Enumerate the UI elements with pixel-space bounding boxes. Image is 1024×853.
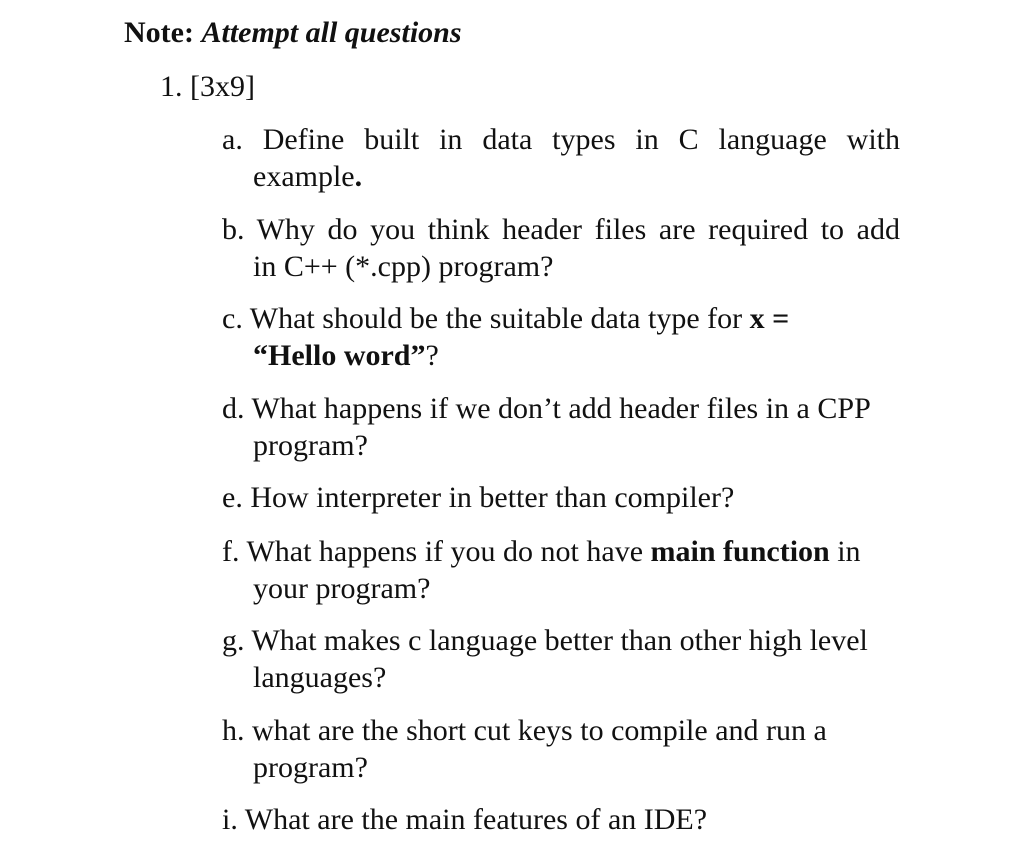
item-c-line-2-bold: “Hello word” [253,339,426,372]
note-text: Attempt all questions [201,16,462,49]
item-f-line-1-bold: main function [650,535,830,568]
question-item-e [222,479,902,516]
question-item-h [222,712,902,786]
question-item-f [222,533,902,607]
item-a-line-2-bold: . [354,160,363,193]
item-h-line-2: program? [253,751,368,784]
item-b-line-1: b. Why do you think header files are required to add [222,213,900,246]
item-g-line-2: languages? [253,661,387,694]
item-h-line-1: h. what are the short cut keys to compile and run a [222,714,827,747]
item-d-line-2: program? [253,429,368,462]
item-b-line-2: in C++ (*.cpp) program? [253,250,554,283]
item-c-line-2 [222,337,902,374]
item-f-line-2: your program? [253,572,431,605]
question-item-g [222,622,902,696]
item-a-line-1: a. Define built in data types in C language with [222,123,900,156]
item-a-line-2 [222,158,902,195]
note-line [124,14,462,52]
item-g-line-1: g. What makes c language better than other high level [222,624,868,657]
question-item-a [222,121,902,195]
item-f-line-1 [222,533,902,570]
item-c-line-2-text: ? [425,339,439,372]
item-f-line-1-end: in [829,535,861,568]
question-number: 1. [3x9] [160,70,255,103]
item-c-line-1 [222,300,902,337]
item-c-line-1-bold: x = [749,302,790,335]
item-c-line-1-text: c. What should be the suitable data type for [222,302,750,335]
item-d-line-1: d. What happens if we don’t add header files in a CPP [222,392,871,425]
item-i-line-1: i. What are the main features of an IDE? [222,803,708,836]
question-item-d [222,390,902,464]
item-f-line-1-text: f. What happens if you do not have [222,535,651,568]
question-item-c [222,300,902,374]
note-label: Note: [124,16,194,49]
item-a-line-2-text: example [253,160,355,193]
item-e-line-1: e. How interpreter in better than compiler? [222,481,735,514]
question-item-b [222,211,902,285]
question-item-i [222,801,902,838]
